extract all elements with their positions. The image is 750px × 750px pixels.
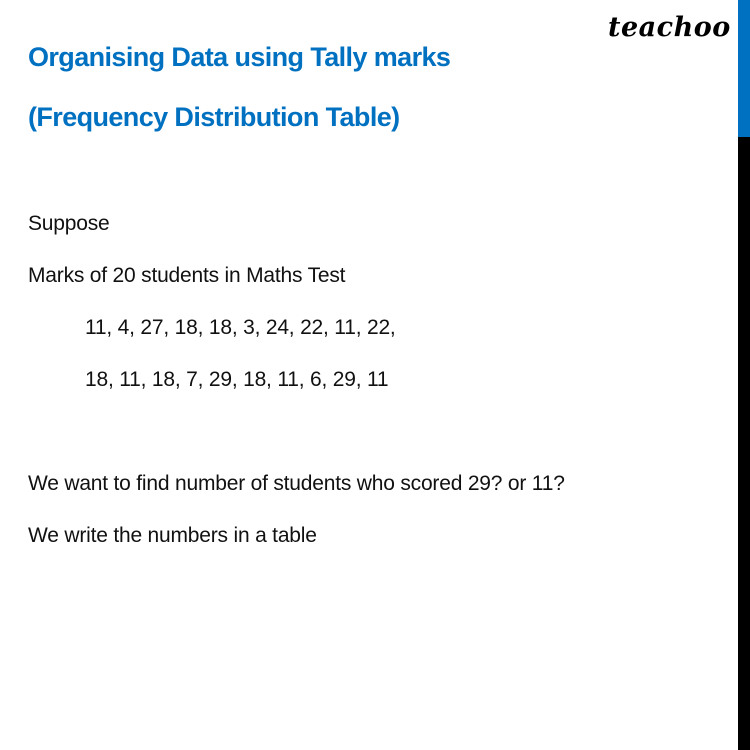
next-step-text: We write the numbers in a table [28,524,317,547]
page-title-line-2: (Frequency Distribution Table) [28,102,400,132]
side-accent-bar-blue [738,0,750,137]
intro-text: Suppose [28,212,110,235]
question-text: We want to find number of students who scored 29? or 11? [28,472,565,495]
side-accent-bar-black [738,137,750,750]
teachoo-logo: teachoo [608,12,731,43]
marks-data-line-2: 18, 11, 18, 7, 29, 18, 11, 6, 29, 11 [85,368,389,391]
page-title-line-1: Organising Data using Tally marks [28,42,451,72]
context-text: Marks of 20 students in Maths Test [28,264,346,287]
marks-data-line-1: 11, 4, 27, 18, 18, 3, 24, 22, 11, 22, [85,316,396,339]
